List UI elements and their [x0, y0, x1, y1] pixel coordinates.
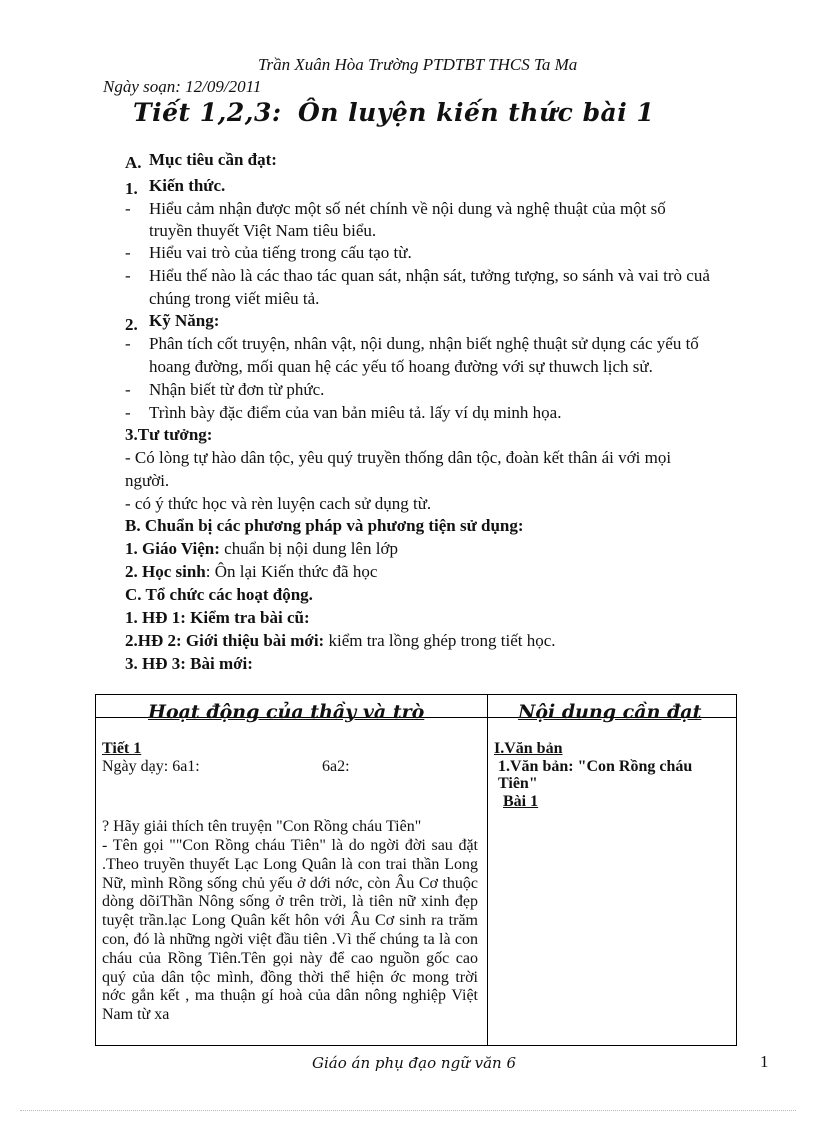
- footer-course-title: Giáo án phụ đạo ngữ văn 6: [312, 1054, 517, 1072]
- student-prep: [125, 562, 377, 582]
- discussion-question: ? Hãy giải thích tên truyện "Con Rồng cháu Tiên": [102, 818, 422, 835]
- skills-item: Phân tích cốt truyện, nhân vật, nội dung, nhận biết nghệ thuật sử dụng các yếu tố: [149, 334, 699, 353]
- student-text: : Ôn lại Kiến thức đã học: [205, 562, 378, 581]
- skills-item: Nhận biết từ đơn từ phức.: [149, 380, 325, 399]
- section-c-heading: C. Tổ chức các hoạt động.: [125, 585, 313, 604]
- table-header-activities: Hoạt động của thầy và trò: [148, 701, 425, 723]
- activity-2-text: kiểm tra lồng ghép trong tiết học.: [324, 631, 556, 650]
- knowledge-item: chúng trong viết miêu tả.: [149, 289, 320, 308]
- knowledge-item: truyền thuyết Việt Nam tiêu biểu.: [149, 221, 377, 240]
- bullet-dash: -: [125, 403, 131, 422]
- bullet-dash: -: [125, 266, 131, 285]
- activity-2: [125, 631, 556, 651]
- date-prepared: Ngày soạn: 12/09/2011: [103, 77, 262, 96]
- table-column-divider: [487, 694, 488, 1046]
- bullet-dash: -: [125, 380, 131, 399]
- teacher-text: chuẩn bị nội dung lên lớp: [219, 539, 398, 558]
- page-number: 1: [760, 1052, 769, 1071]
- bullet-dash: -: [125, 243, 131, 262]
- activity-2-label: 2.HĐ 2: Giới thiệu bài mới:: [125, 631, 325, 650]
- skills-heading: Kỹ Năng:: [149, 311, 220, 330]
- teaching-date-label: Ngày dạy: 6a1:: [102, 758, 200, 775]
- knowledge-marker: 1.: [125, 179, 138, 198]
- knowledge-item: Hiểu thế nào là các thao tác quan sát, nhận sát, tưởng tượng, so sánh và vai trò cuả: [149, 266, 710, 285]
- content-lesson-number: Bài 1: [503, 793, 539, 810]
- skills-marker: 2.: [125, 315, 138, 334]
- section-a-marker: A.: [125, 153, 142, 172]
- content-text-title: 1.Văn bản: "Con Rồng cháu Tiên": [498, 758, 693, 792]
- skills-item: hoang đường, mối quan hệ các yếu tố hoang đường với sự thuwch lịch sử.: [149, 357, 653, 376]
- teacher-prep: [125, 539, 398, 559]
- answer-paragraph: - Tên gọi ""Con Rồng cháu Tiên" là do ngời đời sau đặt .Theo truyền thuyết Lạc Long Quân là con trai thần Long Nữ, mình Rồng sống chủ yếu ở dới nớc, còn Âu Cơ thuộc dòng dõiThần Nông sống ở trên trời, là tiên nữ xinh đẹp tuyệt trần.lạc Long Quân kết hôn với Âu Cơ sinh ra trăm con, đó là những ngời việt đầu tiên .Vì thế chúng ta là con cháu của Rồng Tiên.Tên gọi này để cao nguồn gốc cao quý của dân tộc mình, đồng thời thể hiện ớc mong trời nớc gắn kết , ma thuận gí hoà của dân nông nghiệp Việt Nam từ xa: [102, 837, 478, 1024]
- table-lesson-number: Tiết 1: [102, 740, 142, 757]
- thought-line: - có ý thức học và rèn luyện cach sử dụng từ.: [125, 494, 432, 513]
- knowledge-heading: Kiến thức.: [149, 176, 226, 195]
- section-a-heading: Mục tiêu cần đạt:: [149, 150, 277, 169]
- thought-line: - Có lòng tự hào dân tộc, yêu quý truyền thống dân tộc, đoàn kết thân ái với mọi: [125, 448, 672, 467]
- bullet-dash: -: [125, 334, 131, 353]
- thought-line: người.: [125, 471, 170, 490]
- header-author-school: Trần Xuân Hòa Trường PTDTBT THCS Ta Ma: [258, 55, 578, 74]
- lesson-title: Tiết 1,2,3:: [133, 98, 282, 127]
- bullet-dash: -: [125, 199, 131, 218]
- teaching-date-class2: 6a2:: [322, 758, 350, 775]
- knowledge-item: Hiểu vai trò của tiếng trong cấu tạo từ.: [149, 243, 412, 262]
- student-label: 2. Học sinh: [125, 562, 206, 581]
- section-b-heading: B. Chuẩn bị các phương pháp và phương tiện sử dụng:: [125, 516, 524, 535]
- teacher-label: 1. Giáo Viện:: [125, 539, 220, 558]
- thought-heading: 3.Tư tưởng:: [125, 425, 213, 444]
- lesson-topic: Ôn luyện kiến thức bài 1: [298, 98, 655, 127]
- page-bottom-border: [20, 1110, 796, 1111]
- skills-item: Trình bày đặc điểm của van bản miêu tả. lấy ví dụ minh họa.: [149, 403, 562, 422]
- knowledge-item: Hiểu cảm nhận được một số nét chính về nội dung và nghệ thuật của một số: [149, 199, 666, 218]
- table-header-content: Nội dung cần đạt: [518, 701, 702, 723]
- activity-3: 3. HĐ 3: Bài mới:: [125, 654, 253, 673]
- content-section: I.Văn bản: [494, 740, 563, 757]
- activity-1: 1. HĐ 1: Kiểm tra bài cũ:: [125, 608, 310, 627]
